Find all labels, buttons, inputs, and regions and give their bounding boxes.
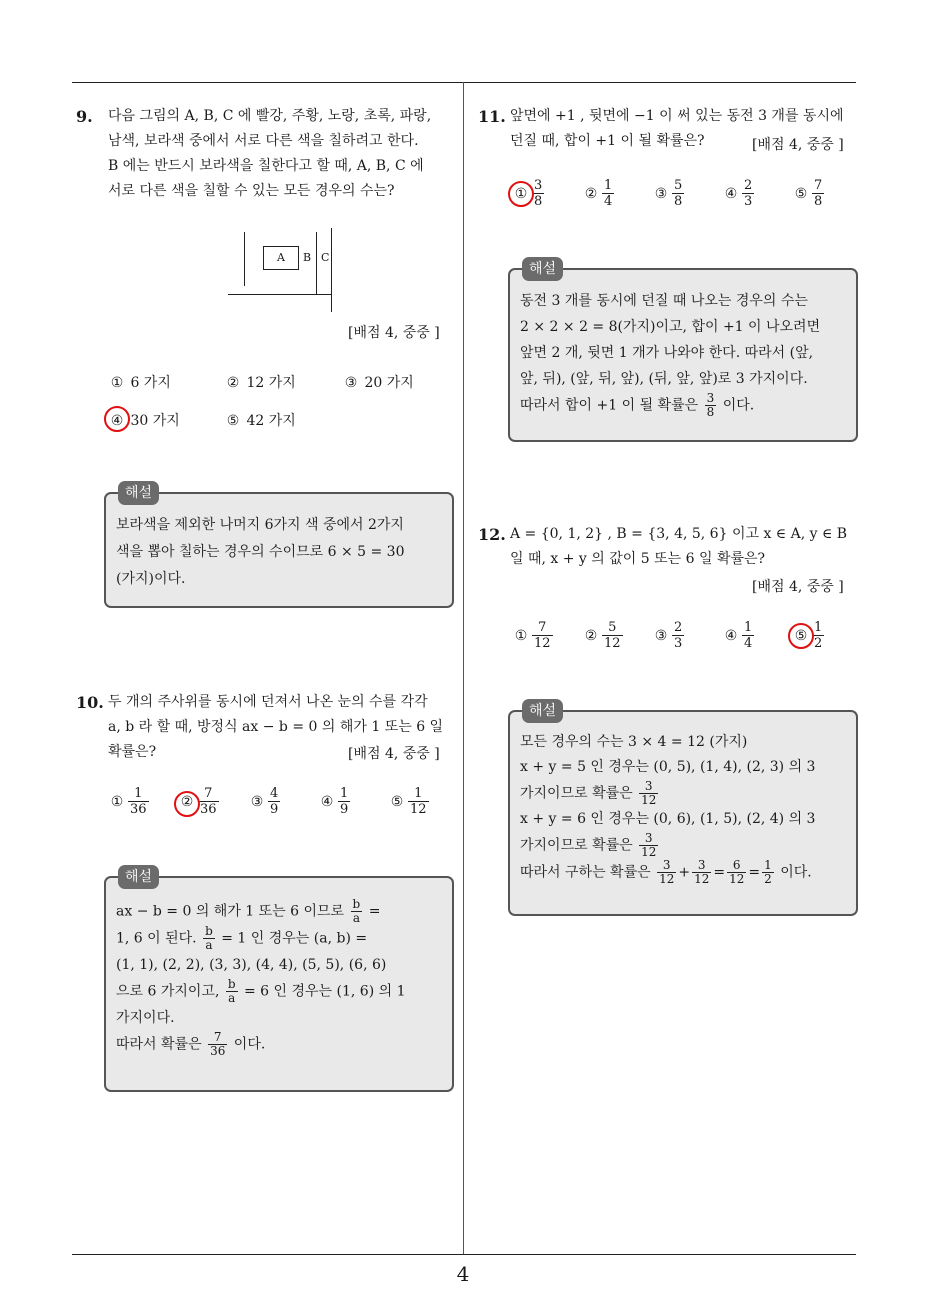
choices-q9: [104, 372, 444, 432]
question-12: [478, 522, 858, 578]
question-text: 앞면에 +1 , 뒷면에 −1 이 써 있는 동전 3 개를 동시에 던질 때, 합이 +1 이 될 확률은?: [510, 108, 844, 149]
choice-1[interactable]: ① 6 가지: [110, 375, 171, 391]
choice-2[interactable]: ② $\frac{7}{36}$: [180, 786, 217, 817]
choice-3[interactable]: ③ 20 가지: [344, 375, 414, 391]
solution-tag: 해설: [118, 865, 159, 889]
choices-q12: [508, 620, 858, 660]
page-number: 4: [456, 1262, 470, 1286]
choices-q11: [508, 178, 858, 218]
solution-tag: 해설: [118, 481, 159, 505]
column-divider: [463, 82, 464, 1254]
footer-rule: [72, 1254, 856, 1255]
answer-circle: [174, 791, 200, 817]
header-rule: [72, 82, 856, 83]
choice-2[interactable]: ② $\frac{5}{12}$: [584, 620, 621, 651]
question-number: 10.: [76, 693, 104, 712]
solution-box-q9: 해설 보라색을 제외한 나머지 6가지 색 중에서 2가지 색을 뽑아 칠하는 경우의 수이므로 6 × 5 = 30 (가지)이다.: [104, 492, 454, 608]
question-9: [76, 104, 456, 214]
choice-1[interactable]: ① $\frac{3}{8}$: [514, 178, 543, 209]
score-label: [배점 4, 중중 ]: [752, 579, 844, 595]
choice-4[interactable]: ④ $\frac{1}{9}$: [320, 786, 349, 817]
solution-box-q12: 해설 모든 경우의 수는 3 × 4 = 12 (가지) x + y = 5 인 경우는 (0, 5), (1, 4), (2, 3) 의 3 가지이므로 확률은 $\frac{3}{12}$ x + y = 6 인 경우는 (0, 6), (1, 5), (2, 4) 의 3 가지이므로 확률은 $\frac{3}{12}$ 따라서 구하는 확률은 $\frac{3}{12}$ + $\frac{3}{12}$ = $\frac{6}{12}$ = $\frac{1}{2}$ 이다.: [508, 710, 858, 916]
choice-3[interactable]: ③ $\frac{5}{8}$: [654, 178, 683, 209]
question-text: 두 개의 주사위를 동시에 던져서 나온 눈의 수를 각각 a, b 라 할 때, 방정식 ax − b = 0 의 해가 1 또는 6 일 확률은?: [108, 694, 444, 760]
choice-4[interactable]: ④ 30 가지: [110, 413, 180, 429]
question-number: 11.: [478, 107, 506, 126]
choice-4[interactable]: ④ $\frac{2}{3}$: [724, 178, 753, 209]
solution-tag: 해설: [522, 257, 563, 281]
answer-circle: [508, 181, 534, 207]
question-text: 다음 그림의 A, B, C 에 빨강, 주황, 노랑, 초록, 파랑, 남색, 보라색 중에서 서로 다른 색을 칠하려고 한다. B 에는 반드시 보라색을 칠한다고 할 때, A, B, C 에 서로 다른 색을 칠할 수 있는 모든 경우의 수는?: [108, 108, 432, 199]
question-number: 12.: [478, 525, 506, 544]
score-label: [배점 4, 중중 ]: [752, 137, 844, 153]
choices-q10: [104, 786, 454, 826]
choice-5[interactable]: ⑤ 42 가지: [226, 413, 296, 429]
choice-3[interactable]: ③ $\frac{4}{9}$: [250, 786, 279, 817]
solution-tag: 해설: [522, 699, 563, 723]
region-figure: [226, 228, 336, 298]
score-label: [배점 4, 중중 ]: [348, 746, 440, 762]
question-text: A = {0, 1, 2} , B = {3, 4, 5, 6} 이고 x ∈ A, y ∈ B 일 때, x + y 의 값이 5 또는 6 일 확률은?: [510, 526, 848, 567]
region-b: B: [303, 251, 312, 264]
answer-circle: [104, 406, 130, 432]
choice-4[interactable]: ④ $\frac{1}{4}$: [724, 620, 753, 651]
choice-5[interactable]: ⑤ $\frac{1}{2}$: [794, 620, 823, 651]
choice-2[interactable]: ② 12 가지: [226, 375, 296, 391]
solution-box-q11: 해설 동전 3 개를 동시에 던질 때 나오는 경우의 수는 2 × 2 × 2 = 8(가지)이고, 합이 +1 이 나오려면 앞면 2 개, 뒷면 1 개가 나와야 한다. 따라서 (앞, 앞, 뒤), (앞, 뒤, 앞), (뒤, 앞, 앞)로 3 가지이다. 따라서 합이 +1 이 될 확률은 $\frac{3}{8}$ 이다.: [508, 268, 858, 442]
region-c: C: [321, 251, 330, 264]
choice-5[interactable]: ⑤ $\frac{7}{8}$: [794, 178, 823, 209]
choice-3[interactable]: ③ $\frac{2}{3}$: [654, 620, 683, 651]
choice-1[interactable]: ① $\frac{7}{12}$: [514, 620, 551, 651]
choice-2[interactable]: ② $\frac{1}{4}$: [584, 178, 613, 209]
choice-1[interactable]: ① $\frac{1}{36}$: [110, 786, 147, 817]
solution-box-q10: 해설 ax − b = 0 의 해가 1 또는 6 이므로 $\frac{b}{a}$ = 1, 6 이 된다. $\frac{b}{a}$ = 1 인 경우는 (a, b) = (1, 1), (2, 2), (3, 3), (4, 4), (5, 5), (6, 6) 으로 6 가지이고, $\frac{b}{a}$ = 6 인 경우는 (1, 6) 의 1 가지이다. 따라서 확률은 $\frac{7}{36}$ 이다.: [104, 876, 454, 1092]
answer-circle: [788, 623, 814, 649]
question-number: 9.: [76, 107, 93, 126]
choice-5[interactable]: ⑤ $\frac{1}{12}$: [390, 786, 427, 817]
region-a: A: [263, 246, 299, 270]
score-label: [배점 4, 중중 ]: [348, 325, 440, 341]
